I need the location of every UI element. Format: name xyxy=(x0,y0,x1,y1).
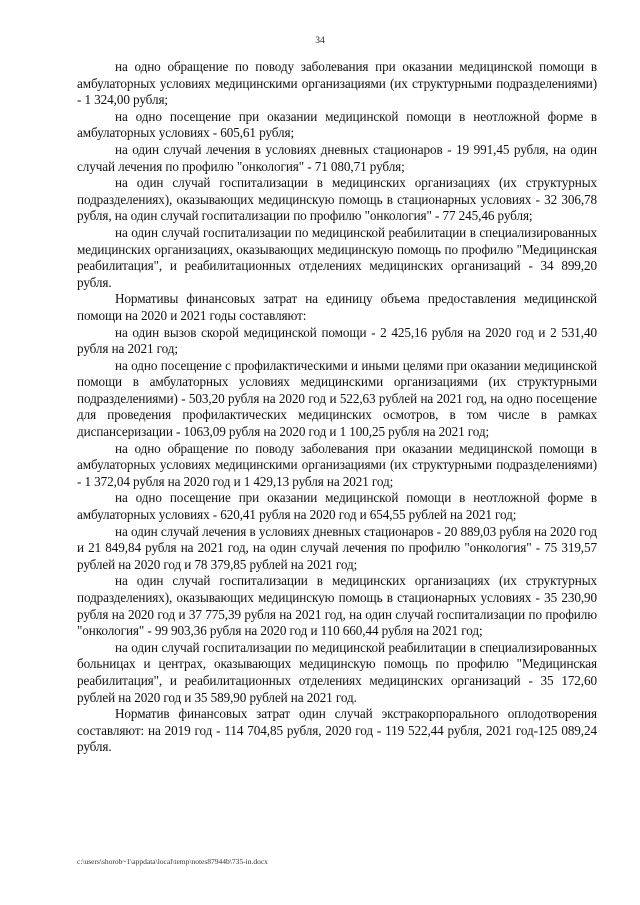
paragraph: на одно посещение при оказании медицинской помощи в неотложной форме в амбулаторных условиях - 605,61 рубля; xyxy=(77,108,597,141)
paragraph: Нормативы финансовых затрат на единицу объема предоставления медицинской помощи на 2020 и 2021 годы составляют: xyxy=(77,291,597,323)
document-body xyxy=(77,59,597,756)
paragraph: на один случай лечения в условиях дневных стационаров - 19 991,45 рубля, на один случай лечения по профилю "онкология" - 71 080,71 рубля; xyxy=(77,141,597,174)
paragraph: на один случай госпитализации по медицинской реабилитации в специализированных больницах и центрах, оказывающих медицинскую помощь по профилю "Медицинская реабилитация", и реабилитационных отделениях медицинских организаций - 35 172,60 рублей на 2020 год и 35 589,90 рублей на 2021 год. xyxy=(77,639,597,705)
paragraph: на один случай госпитализации в медицинских организациях (их структурных подразделениях), оказывающих медицинскую помощь в стационарных условиях - 35 230,90 рубля на 2020 год и 37 775,39 рубля на 2021 год, на один случай госпитализации по профилю "онкология" - 99 903,36 рубля на 2020 год и 110 660,44 рубля на 2021 год; xyxy=(77,573,597,639)
paragraph: на один случай госпитализации по медицинской реабилитации в специализированных медицинских организациях, оказывающих медицинскую помощь по профилю "Медицинская реабилитация", и реабилитационных отделениях медицинских организаций - 34 899,20 рубля. xyxy=(77,224,597,290)
page-number: 34 xyxy=(315,36,325,46)
paragraph: на одно посещение при оказании медицинской помощи в неотложной форме в амбулаторных условиях - 620,41 рубля на 2020 год и 654,55 рублей на 2021 год; xyxy=(77,490,597,523)
footer-file-path: c:\users\shorob~1\appdata\local\temp\notes87944b\735-in.docx xyxy=(77,857,268,866)
paragraph: на одно обращение по поводу заболевания при оказании медицинской помощи в амбулаторных условиях медицинскими организациями (их структурными подразделениями) - 1 324,00 рубля; xyxy=(77,59,597,108)
paragraph: на одно посещение с профилактическими и иными целями при оказании медицинской помощи в амбулаторных условиях медицинскими организациями (их структурными подразделениями) - 503,20 рубля на 2020 год и 522,63 рублей на 2021 год, на одно посещение для проведения профилактических медицинских осмотров, в том числе в рамках диспансеризации - 1063,09 рубля на 2020 год и 1 100,25 рубля на 2021 год; xyxy=(77,357,597,440)
paragraph: на один случай лечения в условиях дневных стационаров - 20 889,03 рубля на 2020 год и 21 849,84 рубля на 2021 год, на один случай лечения по профилю "онкология" - 75 319,57 рублей на 2020 год и 78 379,85 рублей на 2021 год; xyxy=(77,523,597,572)
paragraph: Норматив финансовых затрат один случай экстракорпорального оплодотворения составляют: на 2019 год - 114 704,85 рубля, 2020 год - 119 522,44 рубля, 2021 год-125 089,24 рубля. xyxy=(77,706,597,755)
paragraph: на один случай госпитализации в медицинских организациях (их структурных подразделениях), оказывающих медицинскую помощь в стационарных условиях - 32 306,78 рубля, на один случай госпитализации по профилю "онкология" - 77 245,46 рубля; xyxy=(77,175,597,224)
paragraph: на один вызов скорой медицинской помощи - 2 425,16 рубля на 2020 год и 2 531,40 рубля на 2021 год; xyxy=(77,324,597,357)
paragraph: на одно обращение по поводу заболевания при оказании медицинской помощи в амбулаторных условиях медицинскими организациями (их структурными подразделениями) - 1 372,04 рубля на 2020 год и 1 429,13 рубля на 2021 год; xyxy=(77,440,597,489)
